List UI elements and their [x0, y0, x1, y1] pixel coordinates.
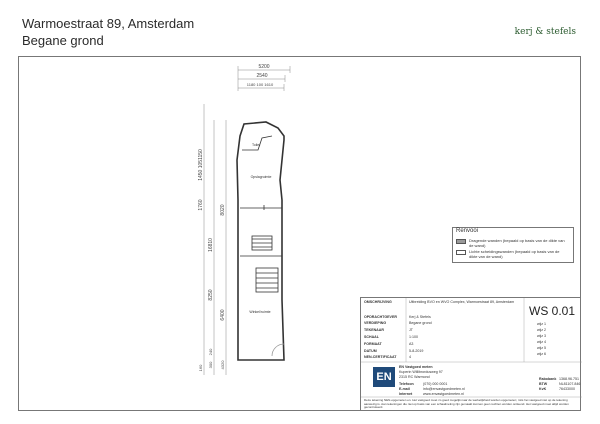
light-wall-swatch	[456, 250, 466, 255]
dim-left-2: 1760	[198, 199, 204, 211]
tb-value-floor: Begane grond	[409, 321, 432, 325]
legend-box	[452, 227, 574, 263]
tb-label-description: OMSCHRIJVING	[364, 300, 392, 304]
load-bearing-swatch	[456, 239, 466, 244]
id-value-kvk: 76433000	[559, 387, 575, 391]
floor-title: Begane grond	[22, 33, 104, 48]
tb-label-drafter: TEKENAAR	[364, 328, 384, 332]
contact-label-internet: Internet	[399, 392, 413, 396]
walls	[237, 122, 284, 360]
room-label-toilet: Toilet	[252, 143, 261, 147]
company-name: EN Vastgoed meten	[399, 365, 433, 369]
tb-label-floor: VERDIEPING	[364, 321, 387, 325]
revision-5: wijz 5	[537, 346, 546, 350]
id-label-vat: BTW	[539, 382, 548, 386]
tb-value-certificate: 4	[409, 355, 411, 359]
revision-1: wijz 1	[537, 322, 546, 326]
floor-plan	[180, 60, 350, 390]
dim-left-5: 8250	[208, 289, 214, 301]
brand-logo: kerj & stefels	[514, 27, 576, 37]
id-label-bank: Rabobank	[539, 377, 557, 381]
title-block	[360, 297, 581, 411]
disclaimer-text: Deze tekening NEN-opgemeten en. Het vastgoed moet zo goed mogelijk naar de werkelijkheid worden opgemeten; mits het vastgoed niet op de tekening aanwezig is. Aan tekeningen die niet op basis van een schaalmeting zijn gemaakt kunnen geen rechten worden ontleend. Het vastgoed moet altijd worden gecontroleerd.	[364, 398, 569, 410]
dim-left-8: 240	[208, 348, 213, 356]
tb-value-scale: 1:100	[409, 335, 418, 339]
tb-value-client: Kerj & Stefels	[409, 315, 431, 319]
contact-value-internet[interactable]: www.envastgoedmeten.nl	[423, 392, 464, 396]
tb-label-client: OPDRACHTGEVER	[364, 315, 397, 319]
tb-value-format: A3	[409, 342, 414, 346]
tb-label-date: DATUM	[364, 349, 377, 353]
dim-left-7: 4320	[220, 360, 225, 370]
tb-label-certificate: NEN-CERTIFICAAT	[364, 355, 397, 359]
dim-left-3: 8020	[220, 204, 226, 216]
revision-2: wijz 2	[537, 328, 546, 332]
dim-left-9: 300	[208, 361, 213, 369]
legend-item-light-wall: Lichte scheidingswanden (bepaald op basis van de dikte van de wand)	[469, 249, 560, 259]
revision-3: wijz 3	[537, 334, 546, 338]
contact-value-email[interactable]: info@envastgoedmeten.nl	[423, 387, 465, 391]
revision-4: wijz 4	[537, 340, 546, 344]
id-value-vat: NL81107.846	[559, 382, 581, 386]
company-address-1: Kuperin Willibrordusweg 97	[399, 370, 443, 374]
legend-title: Renvooi	[456, 228, 479, 234]
dim-top-1: 5200	[258, 64, 270, 70]
contact-label-email: E-mail	[399, 387, 410, 391]
company-logo: EN	[373, 367, 395, 387]
contact-value-phone: (070) 000 0001	[423, 382, 448, 386]
revision-6: wijz 6	[537, 352, 546, 356]
dim-left-1: 1450 1051150	[198, 149, 204, 181]
company-address-2: 2315 RC Warmond	[399, 375, 430, 379]
contact-label-phone: Telefoon	[399, 382, 414, 386]
sheet-code: WS 0.01	[529, 304, 576, 318]
id-value-bank: 1368.96.751	[559, 377, 579, 381]
dim-left-4: 16810	[208, 238, 214, 252]
dim-left-10: 160	[198, 364, 203, 372]
room-label-storage: Opslagruimte	[250, 175, 272, 179]
tb-value-date: 5-8-2019	[409, 349, 424, 353]
dim-top-3: 1180 100 1610	[246, 82, 274, 87]
tb-label-scale: SCHAAL	[364, 335, 379, 339]
address-title: Warmoestraat 89, Amsterdam	[22, 16, 195, 31]
dim-left-6: 6400	[220, 309, 226, 321]
tb-label-format: FORMAAT	[364, 342, 382, 346]
id-label-kvk: KvK	[539, 387, 547, 391]
tb-value-drafter: JT	[409, 328, 413, 332]
tb-value-description: Uitbreiding BVO en WVO Complex, Warmoestraat 89, Amsterdam	[409, 300, 515, 304]
room-label-shop: Winkel/ruimte	[249, 310, 271, 314]
dim-top-2: 2540	[256, 73, 268, 79]
legend-item-load-bearing: Dragende wanden (bepaald op basis van de dikte van de wand)	[469, 238, 565, 248]
